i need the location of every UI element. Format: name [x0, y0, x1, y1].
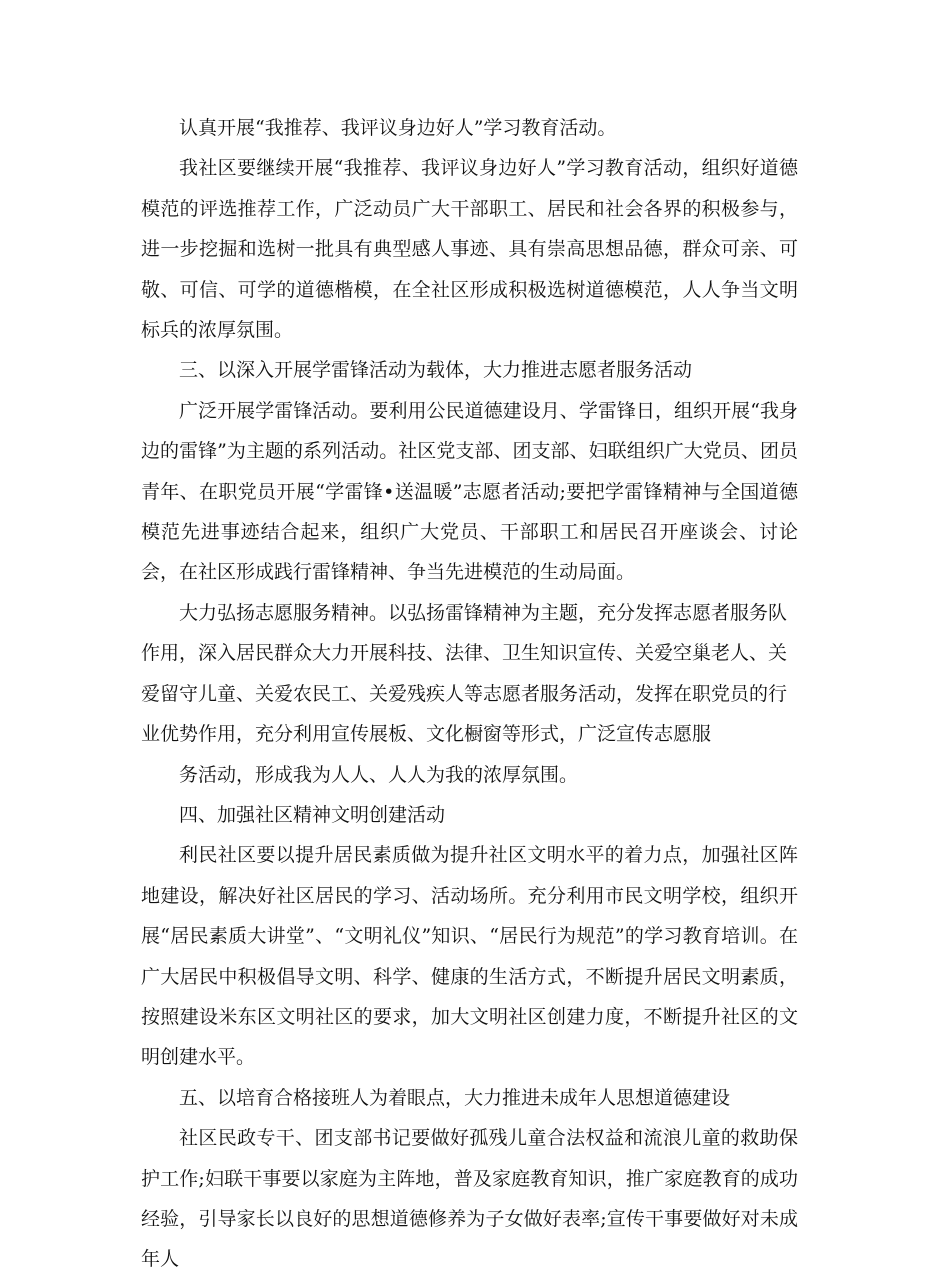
paragraph-volunteer-spirit: 大力弘扬志愿服务精神。以弘扬雷锋精神为主题，充分发挥志愿者服务队作用，深入居民群众大力开展科技、法律、卫生知识宣传、关爱空巢老人、关爱留守儿童、关爱农民工、关爱残疾人等志愿者服务活动，发挥在职党员的行业优势作用，充分利用宣传展板、文化橱窗等形式，广泛宣传志愿服 — [141, 601, 788, 746]
heading-section-five: 五、以培育合格接班人为着眼点，大力推进未成年人思想道德建设 — [179, 1086, 731, 1109]
document-body — [141, 108, 798, 1280]
heading-section-three: 三、以深入开展学雷锋活动为载体，大力推进志愿者服务活动 — [179, 359, 693, 382]
paragraph-activity-intro: 认真开展“我推荐、我评议身边好人”学习教育活动。 — [179, 117, 617, 139]
paragraph-civilization-building: 利民社区要以提升居民素质做为提升社区文明水平的着力点，加强社区阵地建设，解决好社区居民的学习、活动场所。充分利用市民文明学校，组织开展“居民素质大讲堂”、“文明礼仪”知识、“居民行为规范”的学习教育培训。在广大居民中积极倡导文明、科学、健康的生活方式，不断提升居民文明素质，按照建设米东区文明社区的要求，加大文明社区创建力度，不断提升社区的文明创建水平。 — [141, 844, 798, 1069]
paragraph-learn-leifeng: 广泛开展学雷锋活动。要利用公民道德建设月、学雷锋日，组织开展“我身边的雷锋”为主题的系列活动。社区党支部、团支部、妇联组织广大党员、团员青年、在职党员开展“学雷锋•送温暖”志愿者活动;要把学雷锋精神与全国道德模范先进事迹结合起来，组织广大党员、干部职工和居民召开座谈会、讨论会，在社区形成践行雷锋精神、争当先进模范的生动局面。 — [141, 399, 798, 584]
paragraph-role-model-selection: 我社区要继续开展“我推荐、我评议身边好人”学习教育活动，组织好道德模范的评选推荐工作，广泛动员广大干部职工、居民和社会各界的积极参与，进一步挖掘和选树一批具有典型感人事迹、具有崇高思想品德，群众可亲、可敬、可信、可学的道德楷模，在全社区形成积极选树道德模范，人人争当文明标兵的浓厚氛围。 — [141, 157, 798, 342]
paragraph-volunteer-continued: 务活动，形成我为人人、人人为我的浓厚氛围。 — [179, 763, 579, 786]
paragraph-minors-protection: 社区民政专干、团支部书记要做好孤残儿童合法权益和流浪儿童的救助保护工作;妇联干事要以家庭为主阵地，普及家庭教育知识，推广家庭教育的成功经验，引导家长以良好的思想道德修养为子女做好表率;宣传干事要做好对未成年人 — [141, 1127, 798, 1271]
heading-section-four: 四、加强社区精神文明创建活动 — [179, 803, 446, 826]
